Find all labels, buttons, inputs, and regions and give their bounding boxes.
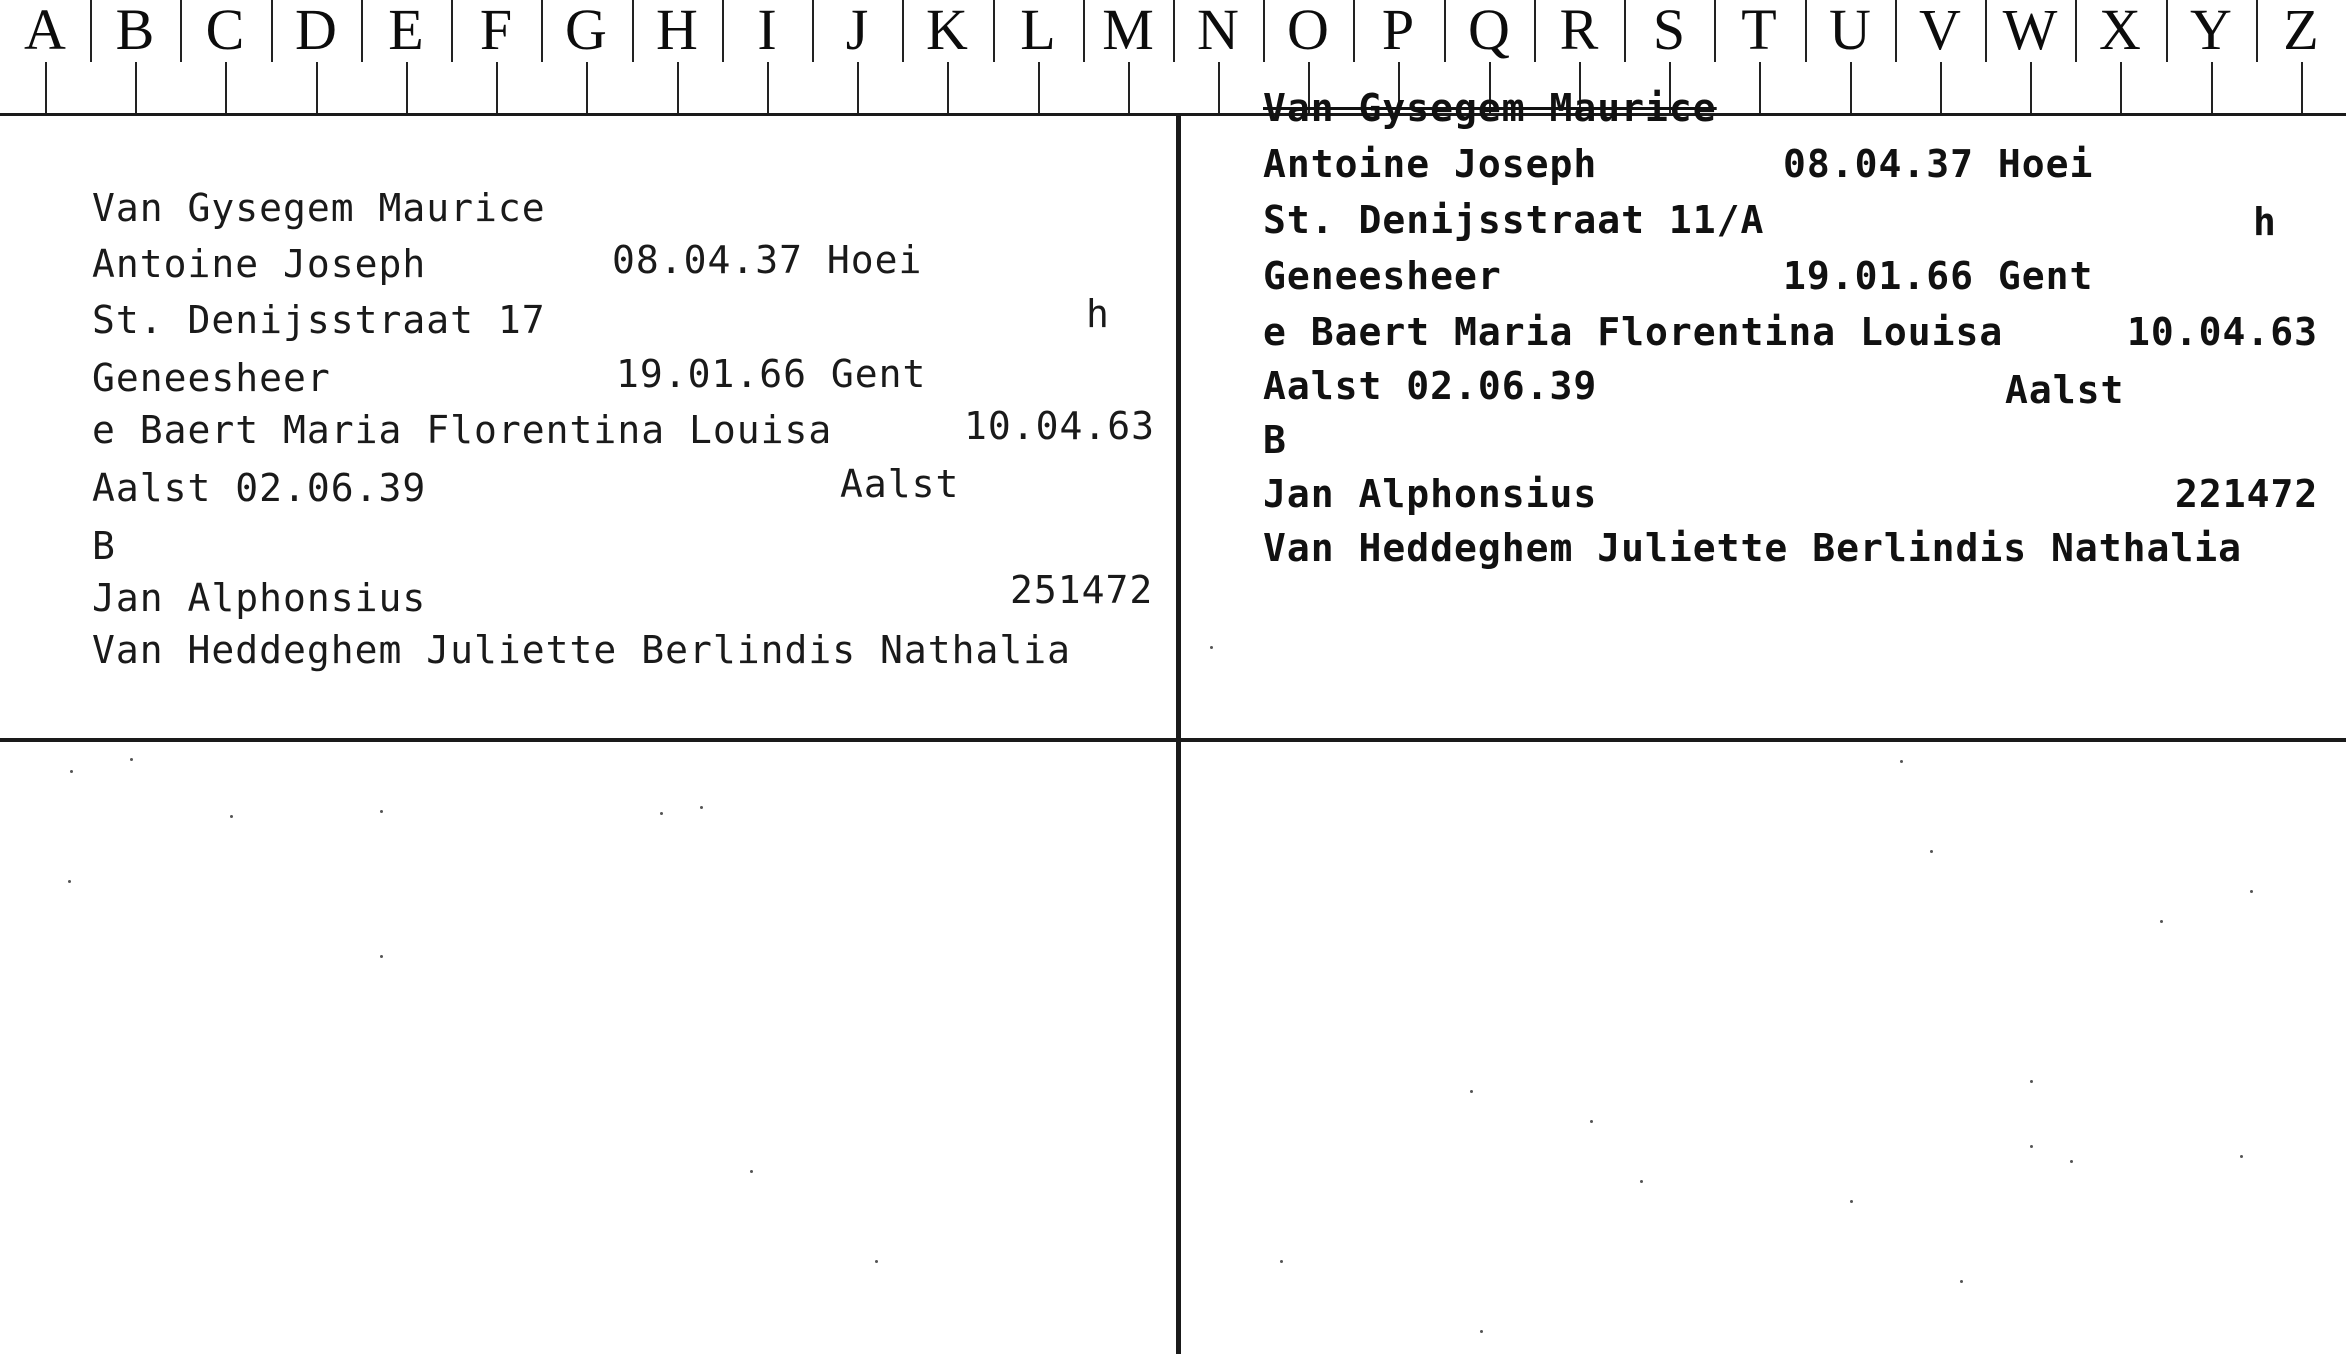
status: B bbox=[92, 524, 116, 568]
profession: Geneesheer bbox=[92, 356, 331, 400]
scan-speck bbox=[1210, 646, 1213, 649]
index-letter-u: U bbox=[1829, 0, 1871, 62]
scan-speck bbox=[660, 812, 663, 815]
spouse-birth: Aalst 02.06.39 bbox=[92, 466, 427, 510]
index-letter-q: Q bbox=[1468, 0, 1510, 62]
child: Jan Alphonsius bbox=[92, 576, 427, 620]
index-letter-y: Y bbox=[2190, 0, 2232, 62]
gender: h bbox=[1086, 292, 1110, 336]
scan-speck bbox=[2030, 1145, 2033, 1148]
index-letter-k: K bbox=[926, 0, 968, 62]
spouse-birth: Aalst 02.06.39 bbox=[1263, 364, 1598, 408]
child: Jan Alphonsius bbox=[1263, 472, 1598, 516]
spouse: e Baert Maria Florentina Louisa bbox=[1263, 310, 2004, 354]
scan-speck bbox=[380, 810, 383, 813]
street: St. Denijsstraat 17 bbox=[92, 298, 546, 342]
scan-speck bbox=[380, 955, 383, 958]
scan-speck bbox=[2160, 920, 2163, 923]
status: B bbox=[1263, 418, 1287, 462]
card-left bbox=[0, 0, 1176, 738]
spouse: e Baert Maria Florentina Louisa bbox=[92, 408, 833, 452]
scan-speck bbox=[1280, 1260, 1283, 1263]
index-letter-i: I bbox=[757, 0, 777, 62]
reference-number: 221472 bbox=[2175, 472, 2319, 516]
scan-speck bbox=[230, 815, 233, 818]
index-letter-w: W bbox=[2002, 0, 2058, 62]
index-letter-d: D bbox=[295, 0, 337, 62]
gender: h bbox=[2253, 200, 2277, 244]
scan-speck bbox=[1590, 1120, 1593, 1123]
name-line: Van Gysegem Maurice bbox=[1263, 86, 1717, 130]
profession: Geneesheer bbox=[1263, 254, 1502, 298]
index-letter-t: T bbox=[1741, 0, 1777, 62]
scan-speck bbox=[68, 880, 71, 883]
index-letter-r: R bbox=[1559, 0, 1599, 62]
index-letter-s: S bbox=[1652, 0, 1686, 62]
index-letter-c: C bbox=[205, 0, 245, 62]
scan-speck bbox=[700, 806, 703, 809]
registered: 19.01.66 Gent bbox=[616, 352, 927, 396]
index-letter-e: E bbox=[388, 0, 424, 62]
spouse-date: 10.04.63 bbox=[2127, 310, 2319, 354]
card-right bbox=[1181, 0, 2346, 738]
index-letter-b: B bbox=[115, 0, 155, 62]
scan-speck bbox=[2070, 1160, 2073, 1163]
parent: Van Heddeghem Juliette Berlindis Nathalia bbox=[92, 628, 1071, 672]
index-letter-j: J bbox=[845, 0, 869, 62]
spouse-date: 10.04.63 bbox=[964, 404, 1156, 448]
birth-info: 08.04.37 Hoei bbox=[1783, 142, 2094, 186]
given-names: Antoine Joseph bbox=[92, 242, 427, 286]
scan-speck bbox=[70, 770, 73, 773]
given-names: Antoine Joseph bbox=[1263, 142, 1598, 186]
scan-speck bbox=[1850, 1200, 1853, 1203]
scan-speck bbox=[2240, 1155, 2243, 1158]
index-letter-x: X bbox=[2099, 0, 2141, 62]
registered: 19.01.66 Gent bbox=[1783, 254, 2094, 298]
index-letter-h: H bbox=[656, 0, 698, 62]
scan-speck bbox=[1480, 1330, 1483, 1333]
index-letter-n: N bbox=[1197, 0, 1239, 62]
index-letter-m: M bbox=[1102, 0, 1154, 62]
index-letter-f: F bbox=[479, 0, 513, 62]
scan-speck bbox=[2250, 890, 2253, 893]
street: St. Denijsstraat 11/A bbox=[1263, 198, 1765, 242]
spouse-place: Aalst bbox=[2005, 368, 2125, 412]
scan-speck bbox=[1900, 760, 1903, 763]
index-letter-o: O bbox=[1287, 0, 1329, 62]
scan-speck bbox=[750, 1170, 753, 1173]
scan-speck bbox=[875, 1260, 878, 1263]
reference-number: 251472 bbox=[1010, 568, 1154, 612]
scan-speck bbox=[130, 758, 133, 761]
name-line: Van Gysegem Maurice bbox=[92, 186, 546, 230]
scan-speck bbox=[1930, 850, 1933, 853]
index-letter-a: A bbox=[24, 0, 66, 62]
scan-speck bbox=[2030, 1080, 2033, 1083]
parent: Van Heddeghem Juliette Berlindis Nathalia bbox=[1263, 526, 2242, 570]
scan-speck bbox=[1470, 1090, 1473, 1093]
spouse-place: Aalst bbox=[840, 462, 960, 506]
scan-speck bbox=[1640, 1180, 1643, 1183]
birth-info: 08.04.37 Hoei bbox=[612, 238, 923, 282]
index-letter-g: G bbox=[565, 0, 607, 62]
middle-rule bbox=[0, 738, 2346, 742]
index-letter-z: Z bbox=[2283, 0, 2319, 62]
index-letter-l: L bbox=[1020, 0, 1056, 62]
index-letter-v: V bbox=[1919, 0, 1961, 62]
scan-speck bbox=[1960, 1280, 1963, 1283]
index-letter-p: P bbox=[1381, 0, 1415, 62]
